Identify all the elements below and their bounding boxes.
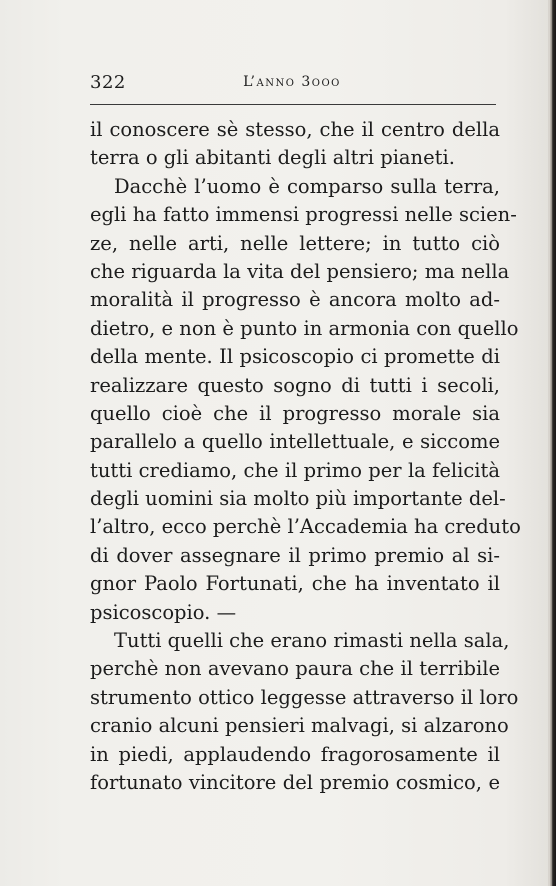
text-line: parallelo a quello intellettuale, e siccome xyxy=(90,430,500,454)
text-line: in piedi, applaudendo fragorosamente il xyxy=(90,742,500,766)
running-title: L’anno 3ooo xyxy=(243,74,341,90)
text-line: terra o gli abitanti degli altri pianeti. xyxy=(90,146,455,170)
page-edge-shadow xyxy=(548,0,556,886)
page-number: 322 xyxy=(90,72,126,93)
text-line: gnor Paolo Fortunati, che ha inventato il xyxy=(90,572,500,596)
text-line: Dacchè l’uomo è comparso sulla terra, xyxy=(114,174,500,198)
text-line: fortunato vincitore del premio cosmico, e xyxy=(90,770,500,794)
text-line: moralità il progresso è ancora molto ad- xyxy=(90,288,500,312)
text-line: psicoscopio. — xyxy=(90,600,237,624)
text-line: quello cioè che il progresso morale sia xyxy=(90,401,500,425)
body-text xyxy=(90,116,521,797)
text-line: che riguarda la vita del pensiero; ma nella xyxy=(90,259,510,283)
text-line: strumento ottico leggesse attraverso il loro xyxy=(90,685,519,709)
text-line: tutti crediamo, che il primo per la felicità xyxy=(90,458,500,482)
text-line: degli uomini sia molto più importante del- xyxy=(90,487,506,511)
text-line: perchè non avevano paura che il terribile xyxy=(90,657,500,681)
text-line: Tutti quelli che erano rimasti nella sala, xyxy=(114,629,510,653)
text-line: dietro, e non è punto in armonia con quello xyxy=(90,316,519,340)
text-line: di dover assegnare il primo premio al si- xyxy=(90,543,500,567)
text-line: l’altro, ecco perchè l’Accademia ha creduto xyxy=(90,515,521,539)
page-header xyxy=(90,72,494,94)
text-line: ze, nelle arti, nelle lettere; in tutto ciò xyxy=(90,231,500,255)
text-line: realizzare questo sogno di tutti i secoli, xyxy=(90,373,500,397)
text-line: egli ha fatto immensi progressi nelle scien- xyxy=(90,203,517,227)
text-line: della mente. Il psicoscopio ci promette di xyxy=(90,345,500,369)
header-rule xyxy=(90,104,496,105)
text-line: cranio alcuni pensieri malvagi, si alzarono xyxy=(90,714,509,738)
text-line: il conoscere sè stesso, che il centro della xyxy=(90,118,500,141)
